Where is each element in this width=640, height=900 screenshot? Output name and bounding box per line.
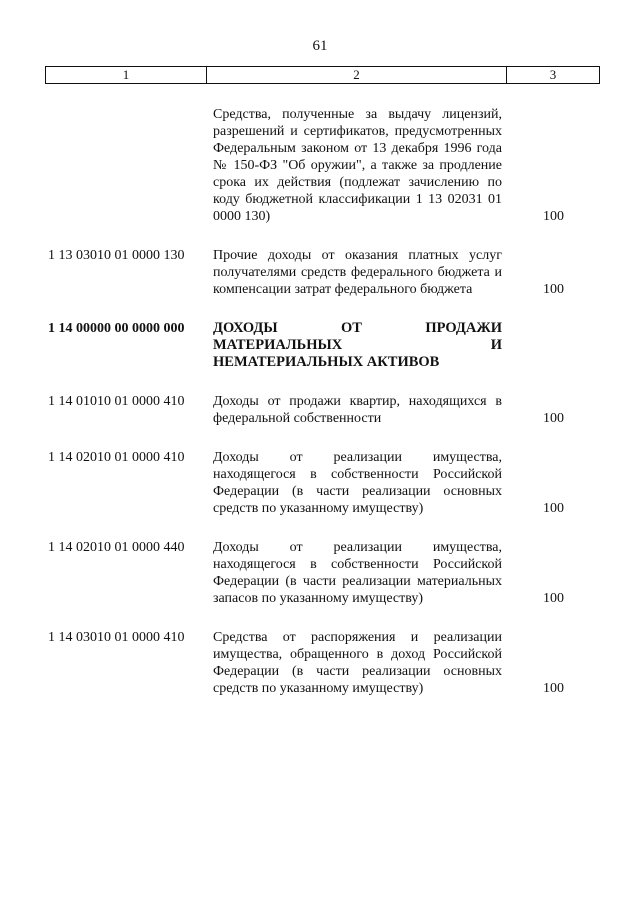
row-description: Доходы от реализации имущества, находящегося в собственности Российской Федерации (в части реализации материальных запасов по указанному имуществу) (213, 540, 502, 606)
row-description: Доходы от реализации имущества, находящегося в собственности Российской Федерации (в части реализации основных средств по указанному имуществу) (213, 450, 502, 516)
header-col-3: 3 (549, 67, 557, 82)
row-value: 100 (543, 209, 564, 224)
table-row (48, 629, 600, 697)
row-value: 100 (543, 681, 564, 696)
row-value: 100 (543, 591, 564, 606)
page-number: 61 (312, 38, 328, 54)
row-description: Средства, полученные за выдачу лицензий, разрешений и сертификатов, предусмотренных Федеральным законом от 13 декабря 1996 года № 150-ФЗ "Об оружии", а также за продление срока их действия (подлежат зачислению по коду бюджетной классификации 1 13 02031 01 0000 130) (213, 107, 502, 224)
row-value: 100 (543, 411, 564, 426)
row-description: Средства от распоряжения и реализации имущества, обращенного в доход Российской Федерации (в части реализации основных средств по указанному имуществу) (213, 630, 502, 696)
table-row (48, 247, 600, 298)
row-value: 100 (543, 501, 564, 516)
table-row (48, 106, 600, 225)
row-description: Прочие доходы от оказания платных услуг получателями средств федерального бюджета и компенсации затрат федерального бюджета (213, 248, 502, 297)
row-code: 1 14 03010 01 0000 410 (48, 630, 185, 645)
table-header (45, 66, 600, 84)
row-code: 1 13 03010 01 0000 130 (48, 248, 185, 263)
header-col-2: 2 (207, 67, 507, 83)
table-row (48, 539, 600, 607)
row-code: 1 14 02010 01 0000 440 (48, 540, 185, 555)
row-description: Доходы от продажи квартир, находящихся в федеральной собственности (213, 394, 502, 426)
row-code: 1 14 00000 00 0000 000 (48, 321, 185, 336)
income-table-body (48, 106, 600, 719)
row-value: 100 (543, 282, 564, 297)
table-row (48, 393, 600, 427)
table-row (48, 449, 600, 517)
header-col-1: 1 (46, 67, 207, 83)
row-code: 1 14 01010 01 0000 410 (48, 394, 185, 409)
row-description: ДОХОДЫ ОТ ПРОДАЖИ МАТЕРИАЛЬНЫХ И НЕМАТЕРИАЛЬНЫХ АКТИВОВ (213, 320, 502, 370)
table-row-section-heading (48, 320, 600, 371)
row-code: 1 14 02010 01 0000 410 (48, 450, 185, 465)
